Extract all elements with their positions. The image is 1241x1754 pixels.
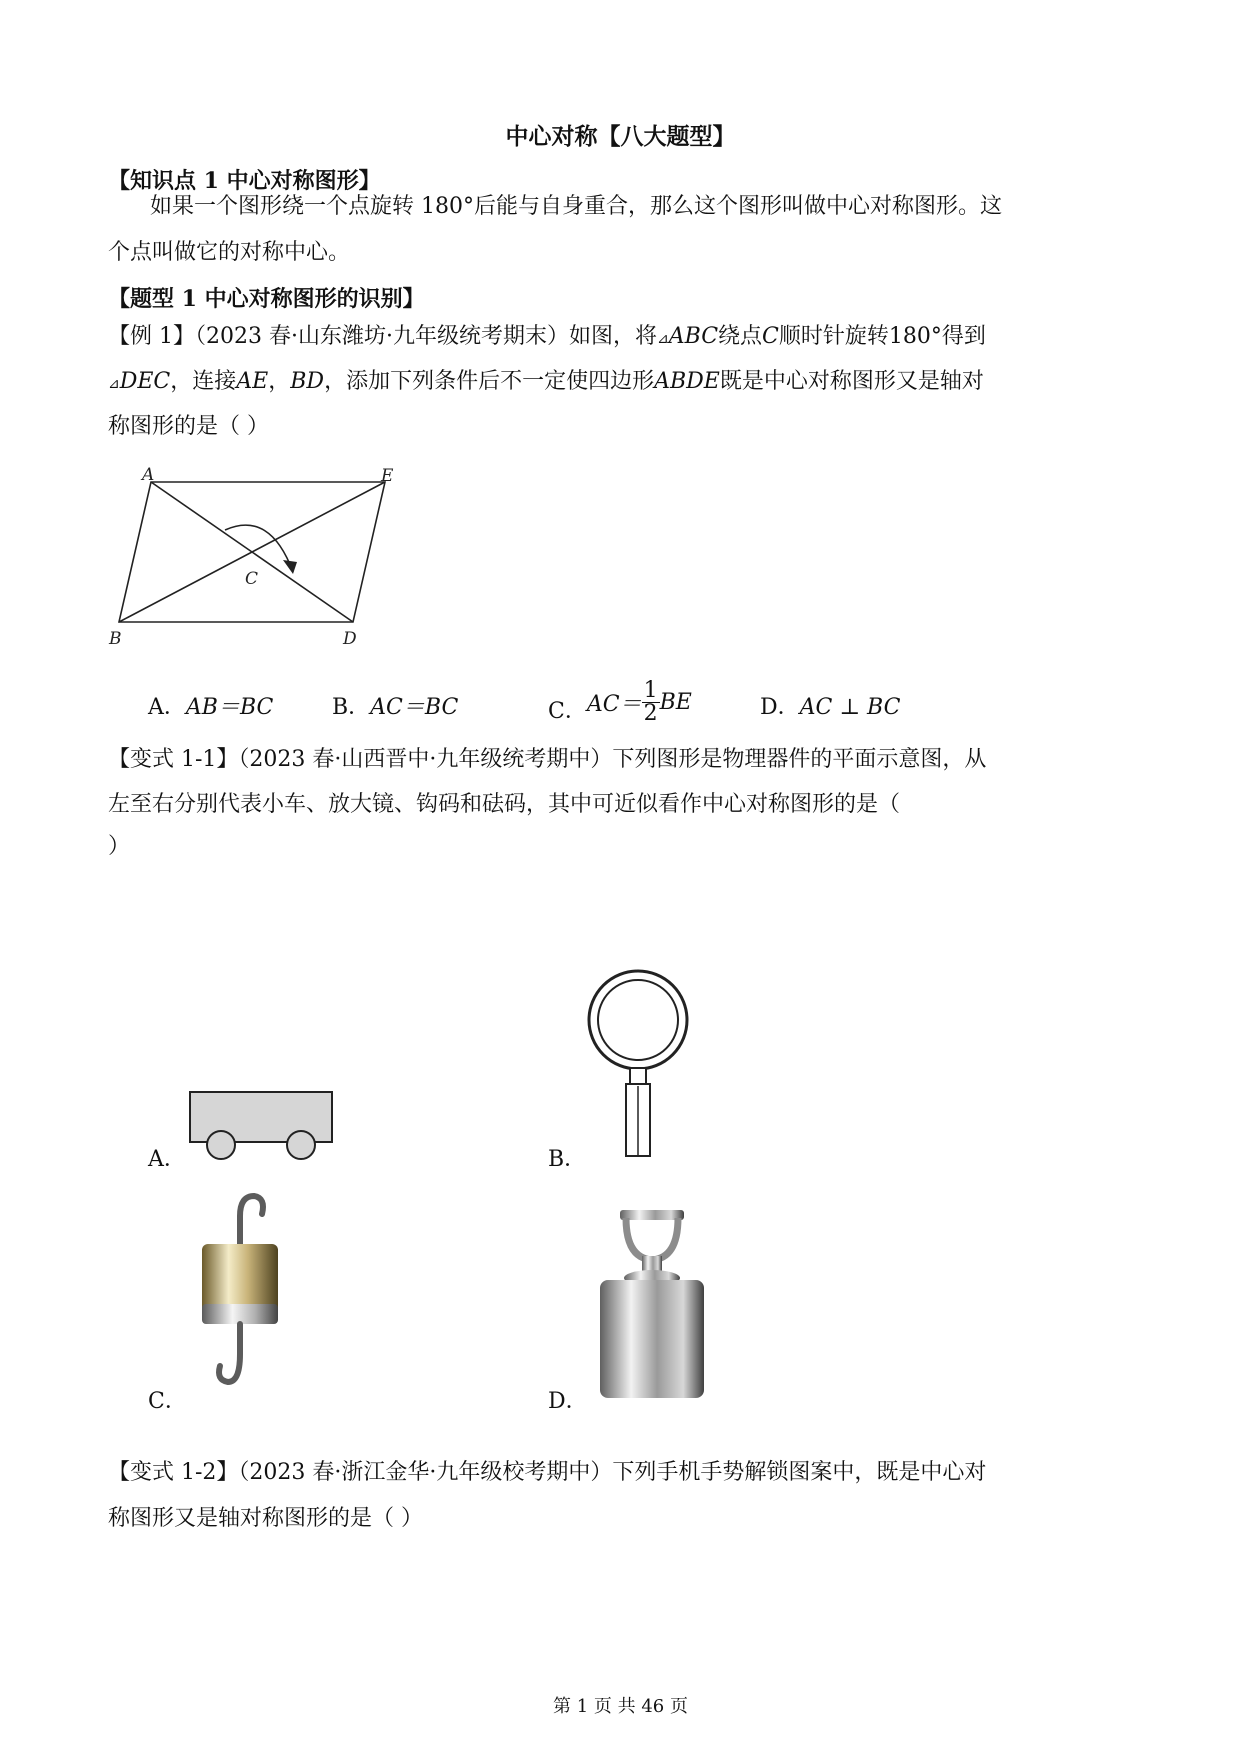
type1-heading: 【题型 1 中心对称图形的识别】 bbox=[108, 286, 425, 312]
variant1-2-label: 【变式 1-2】 bbox=[108, 1460, 239, 1485]
example1-line-3: 称图形的是（ ） bbox=[108, 414, 269, 439]
fraction-numerator: 1 bbox=[643, 677, 658, 703]
example1-text: 绕点 bbox=[718, 324, 763, 349]
variant1-1-label: 【变式 1-1】 bbox=[108, 747, 239, 772]
knowledge-heading: 【知识点 1 中心对称图形】 bbox=[108, 168, 381, 194]
example1-text: ， bbox=[268, 369, 291, 394]
option-a[interactable] bbox=[148, 690, 273, 721]
option-d-expr: AC ⊥ BC bbox=[799, 695, 901, 720]
math-abc: ABC bbox=[668, 324, 719, 349]
variant1-1-option-c[interactable]: C． bbox=[148, 1389, 187, 1414]
variant1-1-line-1 bbox=[108, 735, 986, 785]
fraction-one-half bbox=[642, 677, 660, 726]
math-abde: ABDE bbox=[654, 369, 720, 394]
vertex-e-label: E bbox=[381, 466, 394, 486]
diagonal-eb bbox=[119, 482, 385, 622]
option-b-letter: B． bbox=[332, 695, 371, 720]
option-a-expr: AB＝BC bbox=[185, 695, 274, 720]
example1-text: ，添加下列条件后不一定使四边形 bbox=[324, 369, 655, 394]
option-c-letter: C． bbox=[548, 698, 587, 724]
vertex-a-label: A bbox=[142, 465, 155, 485]
magnifier-figure bbox=[585, 968, 691, 1162]
variant1-1-option-d[interactable]: D． bbox=[548, 1389, 588, 1414]
variant1-1-source: （2023 春·山西晋中·九年级统考期中） bbox=[238, 747, 613, 772]
variant1-1-option-a[interactable]: A． bbox=[148, 1147, 186, 1172]
variant1-2-source: （2023 春·浙江金华·九年级校考期中） bbox=[238, 1460, 613, 1485]
variant1-1-text: 下列图形是物理器件的平面示意图，从 bbox=[612, 747, 987, 772]
math-ae: AE bbox=[236, 369, 269, 394]
vertex-b-label: B bbox=[109, 629, 122, 649]
page-footer: 第 1 页 共 46 页 bbox=[553, 1696, 688, 1717]
hook-weight-figure bbox=[190, 1186, 290, 1396]
math-dec: DEC bbox=[119, 369, 171, 394]
option-b[interactable] bbox=[332, 690, 458, 721]
math-bd: BD bbox=[290, 369, 325, 394]
example1-text: 既是中心对称图形又是轴对 bbox=[719, 369, 984, 394]
option-a-letter: A． bbox=[148, 695, 186, 720]
option-b-expr: AC＝BC bbox=[370, 695, 459, 720]
parallelogram-diagram bbox=[105, 460, 405, 655]
example1-source: （2023 春·山东潍坊·九年级统考期末） bbox=[195, 324, 569, 349]
rotation-arrow-head bbox=[283, 560, 297, 574]
option-c-left: AC＝ bbox=[586, 691, 642, 717]
variant1-2-line-2: 称图形又是轴对称图形的是（ ） bbox=[108, 1506, 423, 1531]
vertex-c-label: C bbox=[245, 569, 259, 589]
option-d-letter: D． bbox=[760, 695, 800, 720]
option-c-right: BE bbox=[659, 689, 692, 715]
option-c[interactable] bbox=[548, 676, 692, 728]
math-c: C bbox=[762, 324, 779, 349]
knowledge-line-2: 个点叫做它的对称中心。 bbox=[108, 240, 351, 265]
cart-figure bbox=[188, 1090, 338, 1162]
example1-text: 顺时针旋转180°得到 bbox=[778, 324, 986, 349]
knowledge-line-1: 如果一个图形绕一个点旋转 180°后能与自身重合，那么这个图形叫做中心对称图形。这 bbox=[150, 194, 1002, 219]
page-title: 中心对称【八大题型】 bbox=[505, 123, 736, 150]
option-d[interactable] bbox=[760, 690, 900, 721]
variant1-1-line-3: ） bbox=[108, 834, 131, 859]
example1-label: 【例 1】 bbox=[108, 324, 195, 349]
vertex-d-label: D bbox=[343, 629, 357, 649]
variant1-1-line-2: 左至右分别代表小车、放大镜、钩码和砝码，其中可近似看作中心对称图形的是（ bbox=[108, 792, 901, 817]
fraction-denominator: 2 bbox=[643, 700, 658, 726]
variant1-2-line-1 bbox=[108, 1448, 986, 1498]
variant1-2-text: 下列手机手势解锁图案中，既是中心对 bbox=[612, 1460, 987, 1485]
example1-text: 如图，将 bbox=[568, 324, 657, 349]
triangle-symbol: ⊿ bbox=[657, 331, 669, 347]
variant1-1-option-b[interactable]: B． bbox=[548, 1147, 587, 1172]
calibration-weight-figure bbox=[596, 1208, 708, 1404]
triangle-symbol: ⊿ bbox=[108, 376, 120, 392]
example1-text: ，连接 bbox=[170, 369, 237, 394]
